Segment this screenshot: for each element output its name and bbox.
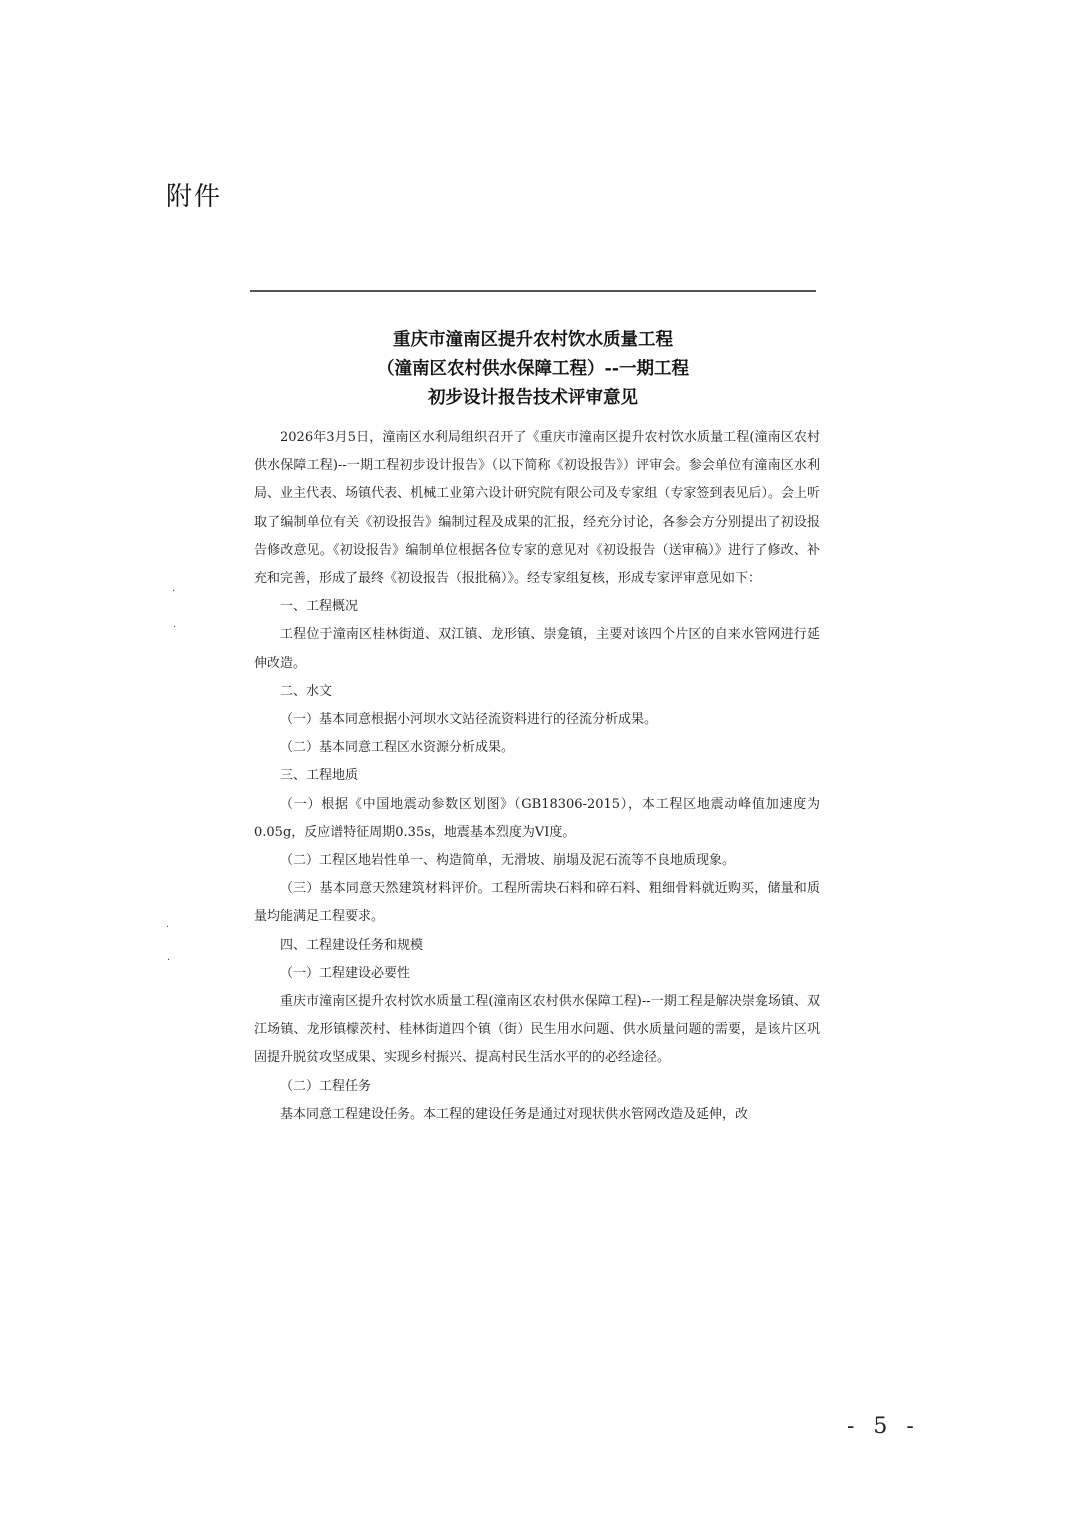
body-paragraph: （一）基本同意根据小河坝水文站径流资料进行的径流分析成果。 xyxy=(280,712,658,728)
body-paragraph: 工程位于潼南区桂林街道、双江镇、龙形镇、崇龛镇，主要对该四个片区的自来水管网进行延伸改造。 xyxy=(254,627,820,671)
section-heading: （一）工程建设必要性 xyxy=(280,965,411,981)
body-paragraph: 2026年3月5日，潼南区水利局组织召开了《重庆市潼南区提升农村饮水质量工程(潼南区农村供水保障工程)--一期工程初步设计报告》（以下简称《初设报告》）评审会。参会单位有潼南区水利局、业主代表、场镇代表、机械工业第六设计研究院有限公司及专家组（专家签到表见后）。会上听取了编制单位有关《初设报告》编制过程及成果的汇报，经充分讨论，各参会方分别提出了初设报告修改意见。《初设报告》编制单位根据各位专家的意见对《初设报告（送审稿）》进行了修改、补充和完善，形成了最终《初设报告（报批稿）》。经专家组复核，形成专家评审意见如下： xyxy=(254,430,820,587)
body-paragraph: （三）基本同意天然建筑材料评价。工程所需块石料和碎石料、粗细骨料就近购买，储量和质量均能满足工程要求。 xyxy=(254,881,820,925)
section-heading: 四、工程建设任务和规模 xyxy=(280,937,424,953)
body-paragraph: （二）工程区地岩性单一、构造简单，无滑坡、崩塌及泥石流等不良地质现象。 xyxy=(280,853,736,869)
top-rule xyxy=(250,290,816,292)
title-line-1: 重庆市潼南区提升农村饮水质量工程 xyxy=(393,330,673,350)
margin-mark: · xyxy=(167,955,171,966)
scanned-document xyxy=(250,290,820,1190)
body-paragraph: （一）根据《中国地震动参数区划图》（GB18306-2015），本工程区地震动峰值加速度为0.05g，反应谱特征周期0.35s，地震基本烈度为VI度。 xyxy=(254,796,820,840)
document-body xyxy=(254,424,820,1129)
body-paragraph: 重庆市潼南区提升农村饮水质量工程(潼南区农村供水保障工程)--一期工程是解决崇龛场镇、双江场镇、龙形镇檬茨村、桂林街道四个镇（街）民生用水问题、供水质量问题的需要，是该片区巩固提升脱贫攻坚成果、实现乡村振兴、提高村民生活水平的的必经途径。 xyxy=(254,994,820,1066)
section-heading: 二、水文 xyxy=(280,683,333,699)
section-heading: （二）工程任务 xyxy=(280,1078,372,1094)
document-title xyxy=(250,326,816,413)
section-heading: 一、工程概况 xyxy=(280,599,359,615)
margin-mark: · xyxy=(173,622,177,633)
body-paragraph: 基本同意工程建设任务。本工程的建设任务是通过对现状供水管网改造及延伸，改 xyxy=(280,1106,749,1122)
title-line-2: （潼南区农村供水保障工程）--一期工程 xyxy=(376,359,690,379)
title-line-3: 初步设计报告技术评审意见 xyxy=(428,388,638,408)
margin-mark: · xyxy=(166,922,170,933)
margin-mark: · xyxy=(172,586,176,597)
body-paragraph: （二）基本同意工程区水资源分析成果。 xyxy=(280,740,515,756)
attachment-label: 附件 xyxy=(166,182,223,212)
page-number: - 5 - xyxy=(847,1414,920,1439)
section-heading: 三、工程地质 xyxy=(280,768,359,784)
